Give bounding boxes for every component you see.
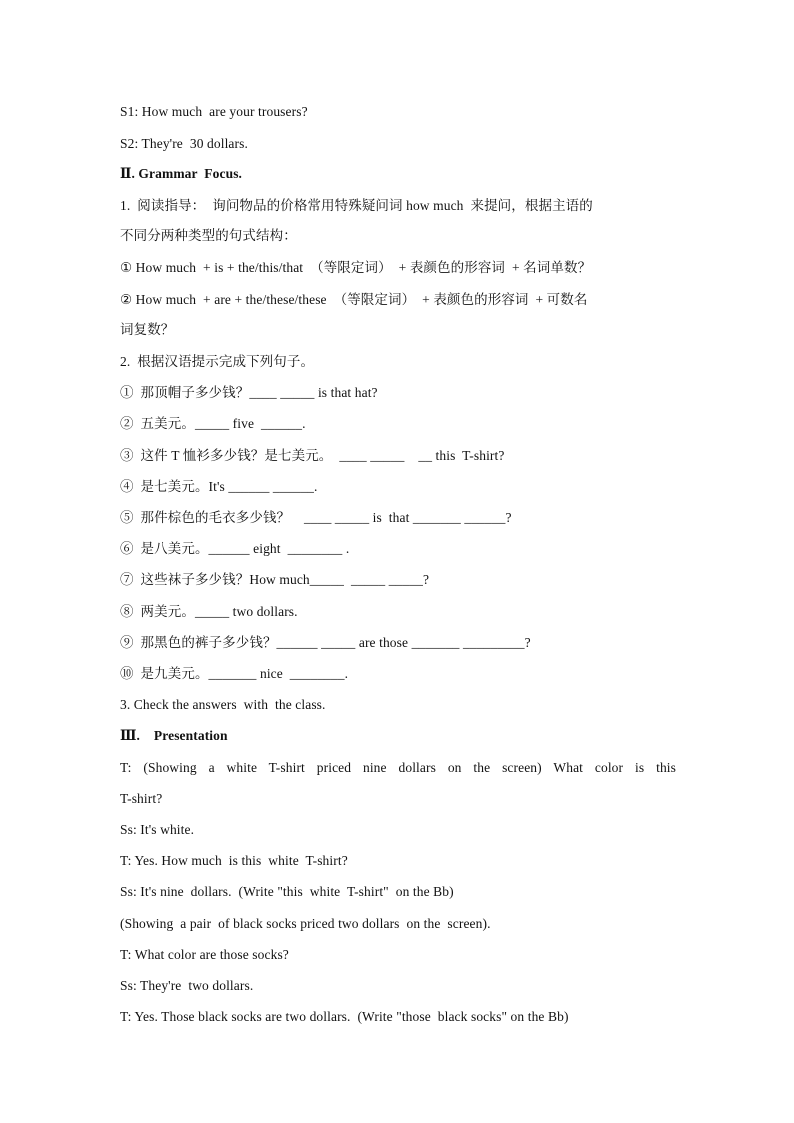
dialogue-line: (Showing a pair of black socks priced two dollars on the screen). [120, 916, 491, 931]
instruction-text: 3. Check the answers with the class. [120, 697, 326, 712]
dialogue-line: T: (Showing a white T-shirt priced nine dollars on the screen) What color is this [120, 760, 676, 775]
exercise-item: ⑦ 这些袜子多少钱？How much_____ _____ _____? [120, 572, 430, 587]
dialogue-line: T: Yes. How much is this white T-shirt? [120, 853, 348, 868]
dialogue-line: Ss: They're two dollars. [120, 978, 254, 993]
dialogue-line: Ss: It's white. [120, 822, 195, 837]
exercise-item: ⑨ 那黑色的裤子多少钱？______ _____ are those _______ _________? [120, 635, 531, 650]
instruction-text: 不同分两种类型的句式结构： [120, 228, 297, 243]
dialogue-line: Ss: It's nine dollars. (Write "this white T-shirt" on the Bb) [120, 884, 454, 899]
exercise-item: ① 那顶帽子多少钱？____ _____ is that hat? [120, 385, 378, 400]
exercise-item: ② 五美元。_____ five ______. [120, 416, 306, 431]
exercise-item: ④ 是七美元。It's ______ ______. [120, 479, 318, 494]
dialogue-line: T: Yes. Those black socks are two dollars. (Write "those black socks" on the Bb) [120, 1009, 569, 1024]
dialogue-line: S2: They're 30 dollars. [120, 136, 248, 151]
dialogue-line: T: What color are those socks? [120, 947, 289, 962]
exercise-item: ⑩ 是九美元。_______ nice ________. [120, 666, 349, 681]
instruction-text: 1. 阅读指导： 询问物品的价格常用特殊疑问词 how much 来提问，根据主语的 [120, 198, 593, 213]
pattern-line: ② How much + are + the/these/these （等限定词） + 表颜色的形容词 + 可数名 [120, 292, 588, 307]
dialogue-line: S1: How much are your trousers? [120, 104, 308, 119]
instruction-text: 2. 根据汉语提示完成下列句子。 [120, 354, 315, 369]
exercise-item: ⑧ 两美元。_____ two dollars. [120, 604, 298, 619]
section-heading: Ⅱ. Grammar Focus. [120, 166, 243, 181]
pattern-line: ① How much + is + the/this/that （等限定词） + 表颜色的形容词 + 名词单数？ [120, 260, 592, 275]
section-heading: Ⅲ. Presentation [120, 728, 228, 743]
exercise-item: ③ 这件 T 恤衫多少钱？是七美元。 ____ _____ __ this T-shirt? [120, 448, 505, 463]
exercise-item: ⑤ 那件棕色的毛衣多少钱？ ____ _____ is that _______ ______? [120, 510, 512, 525]
exercise-item: ⑥ 是八美元。______ eight ________ . [120, 541, 350, 556]
pattern-line: 词复数？ [120, 322, 175, 337]
dialogue-line: T-shirt? [120, 791, 163, 806]
